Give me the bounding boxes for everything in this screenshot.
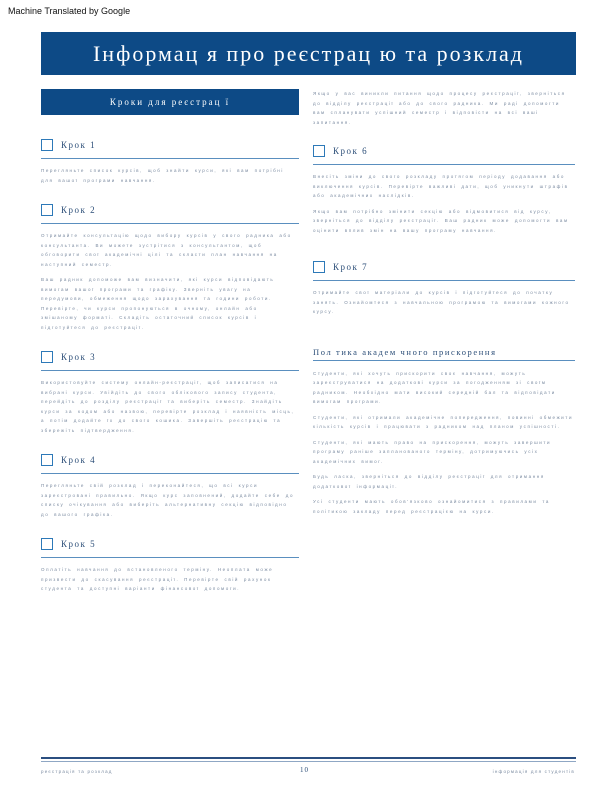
step-6-text-2: Якщо вам потрібно змінити секцію або відмовитися від курсу, зверніться до відділу реєстрації. Ваш радник може допомогти вам оцінити вплив змін на вашу програму навчання. bbox=[313, 208, 569, 233]
step-7-checkbox[interactable] bbox=[313, 261, 325, 273]
footer-divider-top bbox=[41, 757, 576, 759]
step-1 bbox=[41, 135, 299, 185]
footer-right-text: інформація для студентів bbox=[492, 769, 575, 774]
machine-translated-label: Machine Translated by Google bbox=[8, 6, 131, 16]
step-4-title: Крок 4 bbox=[61, 455, 97, 465]
step-4 bbox=[41, 450, 299, 519]
step-2 bbox=[41, 200, 299, 332]
step-2-title: Крок 2 bbox=[61, 205, 97, 215]
page-title: Інформац я про реєстрац ю та розклад bbox=[92, 40, 524, 66]
page-number: 10 bbox=[300, 766, 309, 774]
step-6-title: Крок 6 bbox=[333, 146, 369, 156]
step-1-title: Крок 1 bbox=[61, 140, 97, 150]
step-5 bbox=[41, 534, 299, 594]
step-7-title: Крок 7 bbox=[333, 262, 369, 272]
step-3-title: Крок 3 bbox=[61, 352, 97, 362]
acceleration-policy bbox=[313, 347, 575, 517]
footer-left-text: реєстрація та розклад bbox=[41, 769, 113, 774]
policy-text-2: Студенти, які отримали академічне попередження, повинні обмежити кількість курсів і працювати з радником над планом успішності. bbox=[313, 414, 574, 429]
step-5-title: Крок 5 bbox=[61, 539, 97, 549]
policy-text-3: Студенти, які мають право на прискорення, можуть завершити програму раніше запланованого терміну, дотримуючись усіх академічних вимог. bbox=[313, 439, 552, 464]
step-3-checkbox[interactable] bbox=[41, 351, 53, 363]
step-6-checkbox[interactable] bbox=[313, 145, 325, 157]
step-2-text-1: Отримайте консультацію щодо вибору курсів у свого радника або консультанта. Ви можете зустрітися з консультантом, щоб обговорити свої академічні цілі та скласти план навчання на наступний семестр. bbox=[41, 233, 292, 267]
step-7-text: Отримайте свої матеріали до курсів і підготуйтеся до початку занять. Ознайомтеся з навчальною програмою та вимогами кожного курсу. bbox=[313, 290, 570, 314]
policy-text-5: Усі студенти мають обов'язково ознайомитися з правилами та політикою закладу перед реєстрацією на курси. bbox=[313, 499, 551, 514]
section-title: Кроки для реєстрац ї bbox=[109, 97, 231, 107]
policy-title: Пол тика академ чного прискорення bbox=[313, 346, 497, 357]
page-title-banner bbox=[41, 32, 576, 75]
section-header-registration-steps bbox=[41, 89, 299, 115]
step-4-text: Перегляньте свій розклад і переконайтеся, що всі курси зареєстровані правильно. Якщо курс заповнений, додайте себе до списку очікування або виберіть альтернативну секцію відповідно до вашого графіка. bbox=[41, 483, 295, 517]
footer-divider-bottom bbox=[41, 761, 576, 762]
step-2-checkbox[interactable] bbox=[41, 204, 53, 216]
policy-text-1: Студенти, які хочуть прискорити своє навчання, можуть зареєструватися на додаткові курси за погодженням зі своїм радником. Необхідно мати високий середній бал та відповідати вимогам програми. bbox=[313, 370, 556, 404]
left-column bbox=[41, 89, 299, 594]
intro-text: Якщо у вас виникли питання щодо процесу реєстрації, зверніться до відділу реєстрації або до свого радника. Ми раді допомогти вам спланувати успішний семестр і відповісти на всі ваші запитання. bbox=[313, 91, 566, 125]
step-1-checkbox[interactable] bbox=[41, 139, 53, 151]
step-3 bbox=[41, 347, 299, 435]
step-6-text-1: Внесіть зміни до свого розкладу протягом періоду додавання або виключення курсів. Перевірте важливі дати, щоб уникнути штрафів або академічних наслідків. bbox=[313, 174, 569, 198]
step-1-text: Перегляньте список курсів, щоб знайти курси, які вам потрібні для вашої програми навчання. bbox=[41, 168, 284, 183]
right-column bbox=[313, 89, 575, 516]
step-7 bbox=[313, 257, 575, 317]
step-4-checkbox[interactable] bbox=[41, 454, 53, 466]
step-3-text: Використовуйте систему онлайн-реєстрації, щоб записатися на вибрані курси. Увійдіть до свого облікового запису студента, перейдіть до розділу реєстрації та виберіть семестр. Знайдіть курси за кодом або назвою, перевірте розклад і наявність місць, а потім додайте їх до свого кошика. Завершіть реєстрацію та збережіть підтвердження. bbox=[41, 380, 295, 433]
step-5-checkbox[interactable] bbox=[41, 538, 53, 550]
step-5-text: Оплатіть навчання до встановленого терміну. Неоплата може призвести до скасування реєстрації. Перевірте свій рахунок студента та доступні варіанти фінансової допомоги. bbox=[41, 567, 274, 591]
step-6 bbox=[313, 141, 575, 235]
step-2-text-2: Ваш радник допоможе вам визначити, які курси відповідають вимогам вашої програми та графіку. Зверніть увагу на передумови, обмеження щодо зарахування та години роботи. Перевірте, чи курси пропонуються в очному, онлайн або змішаному форматі. Складіть остаточний список курсів і підготуйтеся до реєстрації. bbox=[41, 277, 275, 330]
policy-text-4: Будь ласка, зверніться до відділу реєстрації для отримання додаткової інформації. bbox=[313, 474, 545, 489]
